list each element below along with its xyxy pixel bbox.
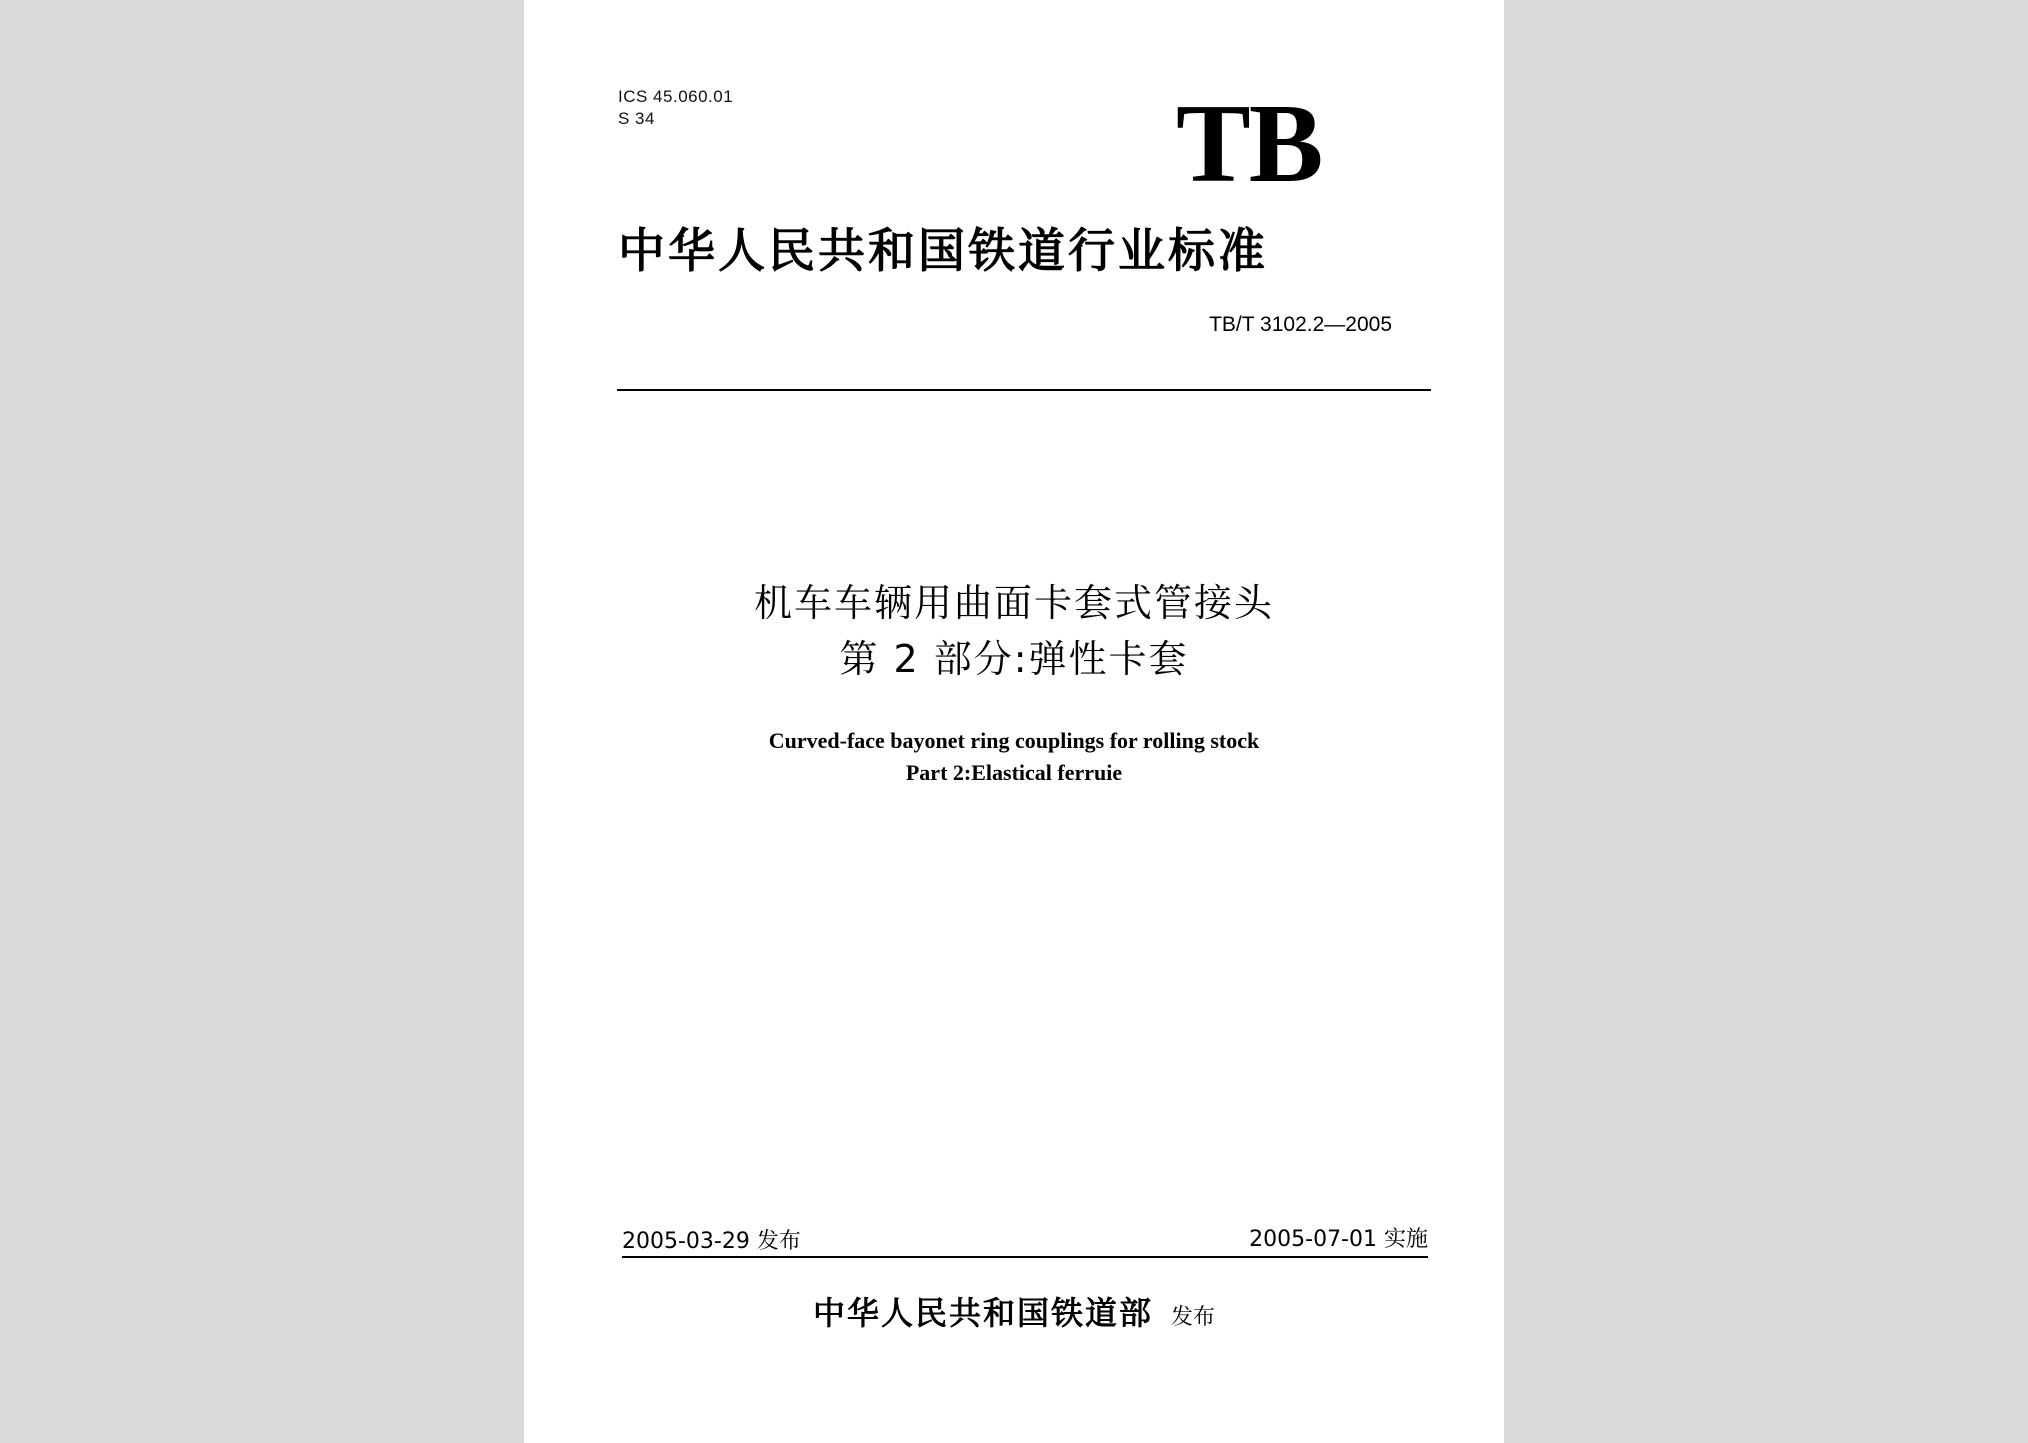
implementation-date: 2005-07-01 实施	[1249, 1227, 1428, 1252]
title-zh-line2: 第 2 部分:弹性卡套	[839, 637, 1189, 681]
title-en-line1: Curved-face bayonet ring couplings for rolling stock	[768, 728, 1260, 753]
header-divider	[617, 389, 1431, 391]
standard-category-title: 中华人民共和国铁道行业标准	[618, 224, 1268, 279]
ics-classification	[618, 86, 733, 130]
ccs-code: S 34	[618, 109, 655, 128]
publisher-line	[524, 1288, 1504, 1334]
document-page	[524, 0, 1504, 1443]
ics-code: ICS 45.060.01	[618, 87, 734, 106]
footer-divider	[622, 1256, 1428, 1258]
document-title-chinese	[524, 575, 1504, 687]
publisher-action: 发布	[1171, 1305, 1216, 1330]
title-en-line2: Part 2:Elastical ferruie	[905, 760, 1123, 785]
title-zh-line1: 机车车辆用曲面卡套式管接头	[753, 581, 1274, 625]
tb-logo: TB	[1176, 82, 1322, 206]
standard-code: TB/T 3102.2—2005	[1209, 313, 1392, 336]
document-title-english	[524, 725, 1504, 789]
publisher-organization: 中华人民共和国铁道部	[812, 1294, 1153, 1332]
issue-date: 2005-03-29 发布	[622, 1229, 801, 1254]
